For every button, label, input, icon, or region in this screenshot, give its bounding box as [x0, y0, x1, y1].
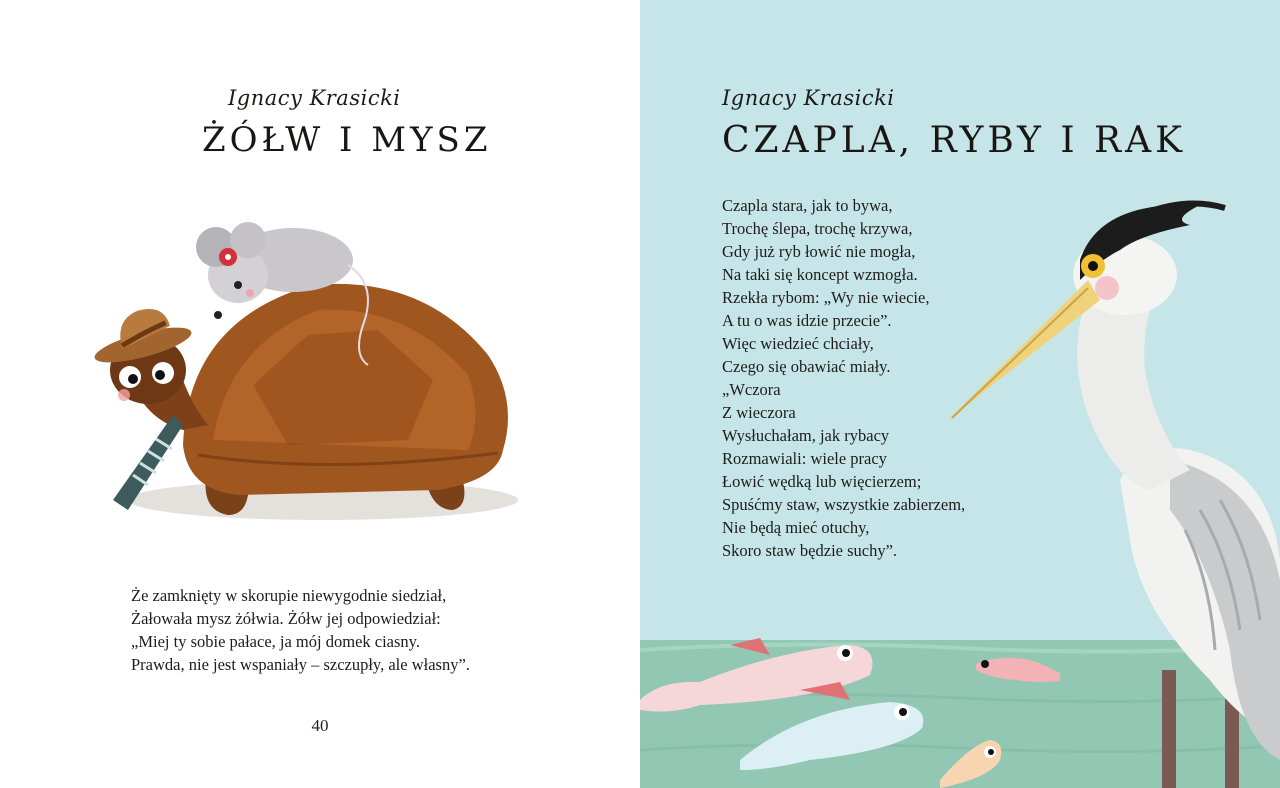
right-author: Ignacy Krasicki — [722, 86, 895, 110]
right-poem — [722, 194, 965, 562]
poem-line: Spuśćmy staw, wszystkie zabierzem, — [722, 495, 966, 514]
page-number: 40 — [311, 716, 329, 735]
turtle-mouse-illustration — [78, 215, 528, 535]
poem-line: Żałowała mysz żółwia. Żółw jej odpowiedział: — [131, 609, 441, 628]
poem-line: Czego się obawiać miały. — [722, 357, 891, 376]
poem-line: A tu o was idzie przecie”. — [722, 311, 892, 330]
fish-illustration — [640, 620, 1060, 788]
poem-line: Rzekła rybom: „Wy nie wiecie, — [722, 288, 930, 307]
fish-icon — [940, 740, 1001, 788]
poem-line: Więc wiedzieć chciały, — [722, 334, 874, 353]
poem-line: Łowić wędką lub więcierzem; — [722, 472, 922, 491]
poem-line: Trochę ślepa, trochę krzywa, — [722, 219, 913, 238]
poem-line: Skoro staw będzie suchy”. — [722, 541, 898, 560]
right-title: CZAPLA, RYBY I RAK — [722, 120, 1187, 161]
poem-line: Nie będą mieć otuchy, — [722, 518, 870, 537]
poem-line: Że zamknięty w skorupie niewygodnie siedział, — [131, 586, 447, 605]
fish-icon — [976, 658, 1060, 682]
poem-line: Prawda, nie jest wspaniały – szczupły, ale własny”. — [131, 655, 470, 674]
poem-line: „Miej ty sobie pałace, ja mój domek ciasny. — [131, 632, 420, 651]
fish-icon — [640, 638, 873, 712]
left-author: Ignacy Krasicki — [228, 86, 401, 110]
right-page — [640, 0, 1280, 788]
poem-line: Rozmawiali: wiele pracy — [722, 449, 887, 468]
poem-line: Czapla stara, jak to bywa, — [722, 196, 893, 215]
poem-line: Na taki się koncept wzmogła. — [722, 265, 918, 284]
poem-line: Z wieczora — [722, 403, 796, 422]
left-title: ŻÓŁW I MYSZ — [202, 120, 492, 160]
poem-line: Wysłuchałam, jak rybacy — [722, 426, 890, 445]
poem-line: Gdy już ryb łowić nie mogła, — [722, 242, 916, 261]
poem-line: „Wczora — [722, 380, 781, 399]
left-poem — [131, 584, 470, 676]
